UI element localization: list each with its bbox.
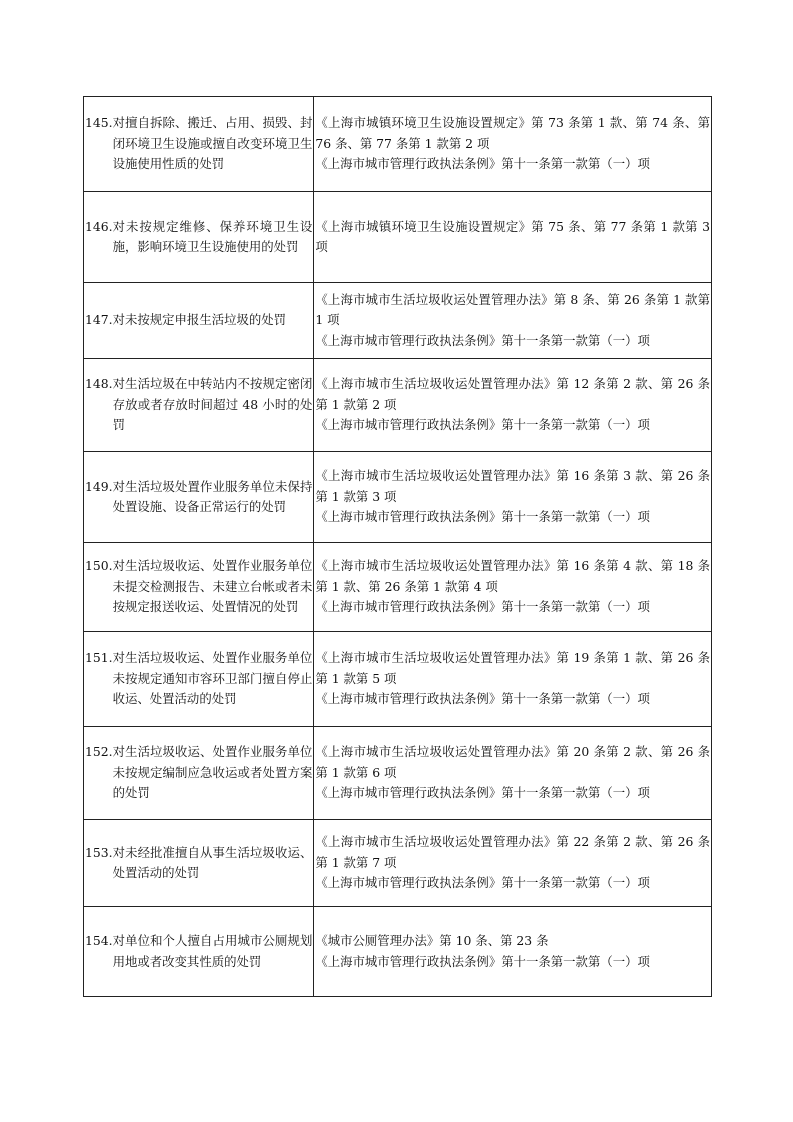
item-description: 对生活垃圾在中转站内不按规定密闭存放或者存放时间超过 48 小时的处罚 xyxy=(112,376,313,433)
item-cell xyxy=(84,820,314,907)
item-number: 150. xyxy=(85,558,113,574)
basis-cell xyxy=(314,359,712,452)
legal-basis-line: 《上海市城市生活垃圾收运处置管理办法》第 12 条第 2 款、第 26 条第 1 款第 2 项 xyxy=(315,376,710,412)
item-description: 对生活垃圾收运、处置作业服务单位未按规定编制应急收运或者处置方案的处罚 xyxy=(112,744,313,801)
item-cell xyxy=(84,97,314,192)
item-number: 152. xyxy=(85,744,113,760)
legal-basis-line: 《上海市城市生活垃圾收运处置管理办法》第 19 条第 1 款、第 26 条第 1 款第 5 项 xyxy=(315,650,710,686)
table-row xyxy=(84,820,712,907)
legal-basis-line: 《上海市城市管理行政执法条例》第十一条第一款第（一）项 xyxy=(315,332,650,348)
legal-basis-line: 《上海市城镇环境卫生设施设置规定》第 75 条、第 77 条第 1 款第 3 项 xyxy=(315,218,710,254)
legal-basis-line: 《上海市城镇环境卫生设施设置规定》第 73 条第 1 款、第 74 条、第 76 条、第 77 条第 1 款第 2 项 xyxy=(315,115,710,151)
table-row xyxy=(84,283,712,359)
legal-basis-line: 《上海市城市管理行政执法条例》第十一条第一款第（一）项 xyxy=(315,953,650,969)
item-cell xyxy=(84,192,314,283)
item-number: 149. xyxy=(85,478,113,494)
basis-cell xyxy=(314,727,712,820)
item-cell xyxy=(84,452,314,543)
item-number: 148. xyxy=(85,376,113,392)
table-row xyxy=(84,359,712,452)
basis-cell xyxy=(314,192,712,283)
legal-basis-line: 《上海市城市生活垃圾收运处置管理办法》第 16 条第 3 款、第 26 条第 1 款第 3 项 xyxy=(315,468,710,504)
item-description: 对单位和个人擅自占用城市公厕规划用地或者改变其性质的处罚 xyxy=(112,933,313,969)
item-number: 146. xyxy=(85,218,113,234)
legal-basis-line: 《上海市城市生活垃圾收运处置管理办法》第 8 条、第 26 条第 1 款第 1 项 xyxy=(315,291,710,328)
item-cell xyxy=(84,907,314,997)
table-row xyxy=(84,907,712,997)
legal-basis-line: 《城市公厕管理办法》第 10 条、第 23 条 xyxy=(315,933,549,948)
legal-basis-line: 《上海市城市管理行政执法条例》第十一条第一款第（一）项 xyxy=(315,785,650,801)
penalty-items-table xyxy=(83,96,712,997)
item-description: 对未按规定申报生活垃圾的处罚 xyxy=(112,312,287,328)
item-description: 对未经批准擅自从事生活垃圾收运、处置活动的处罚 xyxy=(112,844,313,880)
basis-cell xyxy=(314,820,712,907)
legal-basis-line: 《上海市城市管理行政执法条例》第十一条第一款第（一）项 xyxy=(315,156,650,172)
item-description: 对生活垃圾处置作业服务单位未保持处置设施、设备正常运行的处罚 xyxy=(112,478,313,514)
legal-basis-line: 《上海市城市生活垃圾收运处置管理办法》第 20 条第 2 款、第 26 条第 1 款第 6 项 xyxy=(315,744,710,780)
item-cell xyxy=(84,727,314,820)
item-cell xyxy=(84,632,314,727)
legal-basis-line: 《上海市城市管理行政执法条例》第十一条第一款第（一）项 xyxy=(315,875,650,891)
table-row xyxy=(84,452,712,543)
item-cell xyxy=(84,543,314,632)
legal-basis-line: 《上海市城市管理行政执法条例》第十一条第一款第（一）项 xyxy=(315,691,650,707)
basis-cell xyxy=(314,452,712,543)
legal-basis-line: 《上海市城市管理行政执法条例》第十一条第一款第（一）项 xyxy=(315,599,650,615)
legal-basis-line: 《上海市城市管理行政执法条例》第十一条第一款第（一）项 xyxy=(315,509,650,525)
basis-cell xyxy=(314,632,712,727)
item-number: 154. xyxy=(85,933,113,948)
basis-cell xyxy=(314,97,712,192)
legal-basis-line: 《上海市城市管理行政执法条例》第十一条第一款第（一）项 xyxy=(315,417,650,433)
item-cell xyxy=(84,283,314,359)
item-description: 对未按规定维修、保养环境卫生设施，影响环境卫生设施使用的处罚 xyxy=(112,218,313,254)
basis-cell xyxy=(314,907,712,997)
table-row xyxy=(84,632,712,727)
legal-basis-line: 《上海市城市生活垃圾收运处置管理办法》第 22 条第 2 款、第 26 条第 1 款第 7 项 xyxy=(315,834,710,870)
item-description: 对生活垃圾收运、处置作业服务单位未按规定通知市容环卫部门擅自停止收运、处置活动的处罚 xyxy=(112,650,313,707)
table-row xyxy=(84,192,712,283)
table-body xyxy=(84,97,712,997)
item-number: 145. xyxy=(85,115,113,131)
item-number: 153. xyxy=(85,844,113,860)
table-row xyxy=(84,727,712,820)
table-row xyxy=(84,543,712,632)
item-cell xyxy=(84,359,314,452)
basis-cell xyxy=(314,283,712,359)
basis-cell xyxy=(314,543,712,632)
item-description: 对生活垃圾收运、处置作业服务单位未提交检测报告、未建立台帐或者未按规定报送收运、处置情况的处罚 xyxy=(112,558,313,615)
table-row xyxy=(84,97,712,192)
item-number: 147. xyxy=(85,312,113,328)
item-description: 对擅自拆除、搬迁、占用、损毁、封闭环境卫生设施或擅自改变环境卫生设施使用性质的处罚 xyxy=(112,115,313,172)
item-number: 151. xyxy=(85,650,113,666)
legal-basis-line: 《上海市城市生活垃圾收运处置管理办法》第 16 条第 4 款、第 18 条第 1 款、第 26 条第 1 款第 4 项 xyxy=(315,558,710,594)
